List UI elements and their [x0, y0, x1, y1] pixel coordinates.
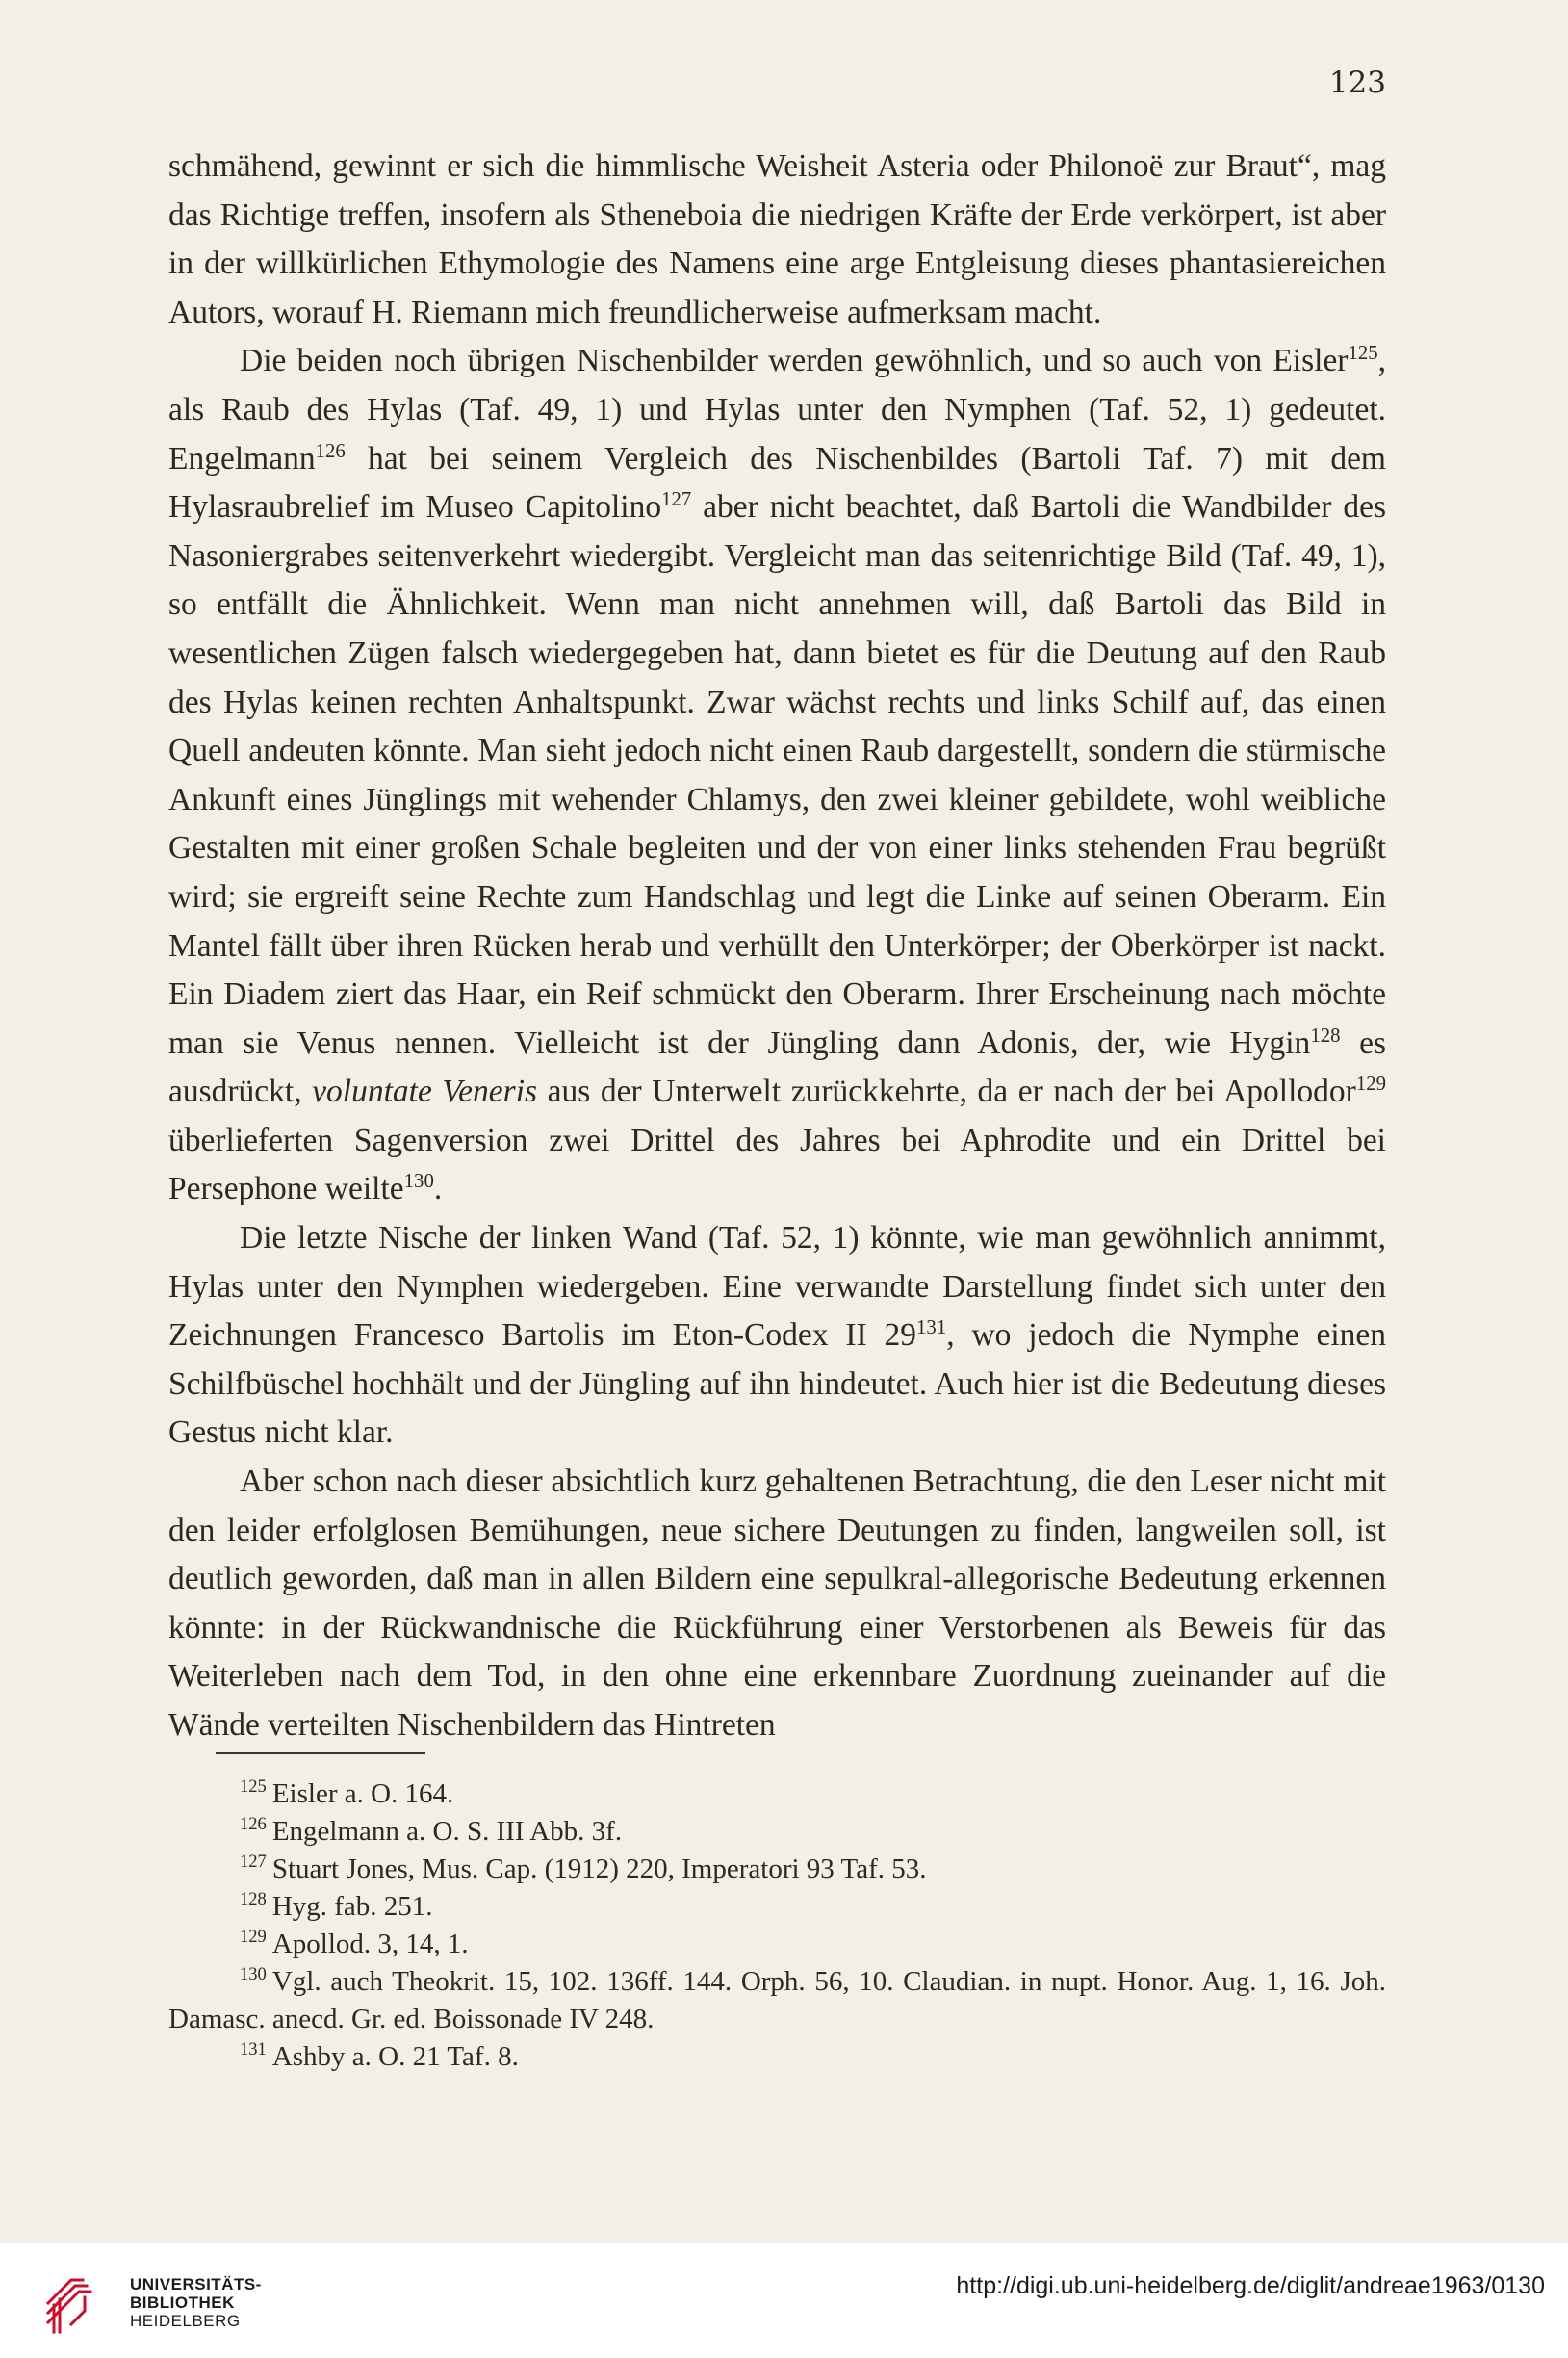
text-run: Die beiden noch übrigen Nischenbilder werden gewöhnlich, und so auch von Eisler: [240, 343, 1349, 379]
footnote-text: Eisler a. O. 164.: [271, 1778, 454, 1809]
footnote-text: Vgl. auch Theokrit. 15, 102. 136ff. 144. Orph. 56, 10. Claudian. in nupt. Honor. Aug. 1, 16. Joh. Damasc. anecd. Gr. ed. Boissonade IV 248.: [168, 1966, 1386, 2034]
footnotes: [168, 1775, 1386, 2076]
footnote-number: 128: [240, 1889, 267, 1910]
footnote-number: 131: [240, 2039, 267, 2060]
footnote: [168, 1851, 1386, 1888]
footnote-reference: 125: [1348, 342, 1378, 365]
text-run: Aber schon nach dieser absichtlich kurz gehaltenen Betrachtung, die den Leser nicht mit den leider erfolglosen Bemühungen, neue sichere Deutungen zu finden, langweilen soll, ist deutlich geworden, daß man in allen Bildern eine sepulkral-allegorische Bedeutung erkennen könnte: in der Rückwandnische die Rückführung einer Verstorbenen als Beweis für das Weiterleben nach dem Tod, in den ohne eine erkennbare Zuordnung zueinander auf die Wände verteilten Nischenbildern das Hintreten: [168, 1464, 1386, 1743]
footnote: [168, 1926, 1386, 1963]
footnote-reference: 129: [1355, 1073, 1386, 1096]
text-run: aber nicht beachtet, daß Bartoli die Wandbilder des Nasoniergrabes seitenverkehrt wiedergibt. Vergleicht man das seitenrichtige Bild (Taf. 49, 1), so entfällt die Ähnlichkeit. Wenn man nicht annehmen will, daß Bartoli das Bild in wesentlichen Zügen falsch wiedergegeben hat, dann bietet es für die Deutung auf den Raub des Hylas keinen rechten Anhaltspunkt. Zwar wächst rechts und links Schilf auf, das einen Quell andeuten könnte. Man sieht jedoch nicht einen Raub dargestellt, sondern die stürmische Ankunft eines Jünglings mit wehender Chlamys, den zwei kleiner gebildete, wohl weibliche Gestalten mit einer großen Schale begleiten und der von einer links stehenden Frau begrüßt wird; sie ergreift seine Rechte zum Handschlag und legt die Linke auf seinen Oberarm. Ein Mantel fällt über ihren Rücken herab und verhüllt den Unterkörper; der Oberkörper ist nackt. Ein Diadem ziert das Haar, ein Reif schmückt den Oberarm. Ihrer Erscheinung nach möchte man sie Venus nennen. Vielleicht ist der Jüngling dann Adonis, der, wie Hygin: [168, 489, 1386, 1061]
text-run: .: [433, 1171, 443, 1207]
footnote: [168, 1813, 1386, 1851]
footnote-number: 125: [240, 1776, 267, 1798]
footnote-number: 126: [240, 1814, 267, 1835]
italic-text: voluntate Veneris: [312, 1074, 538, 1110]
text-run: , als Raub des Hylas (Taf. 49, 1) und Hylas unter den Nymphen (Taf. 52, 1) gedeutet. Engelmann: [168, 343, 1386, 477]
footnote-number: 127: [240, 1852, 267, 1873]
footnote-text: Stuart Jones, Mus. Cap. (1912) 220, Imperatori 93 Taf. 53.: [271, 1853, 927, 1884]
footnote-text: Ashby a. O. 21 Taf. 8.: [271, 2041, 519, 2072]
footnote-reference: 127: [661, 488, 692, 510]
footnote-divider: [216, 1752, 425, 1754]
library-logo-icon: [39, 2263, 116, 2340]
footnote: [168, 1775, 1386, 1813]
text-run: hat bei seinem Vergleich des Nischenbildes (Bartoli Taf. 7) mit dem Hylasraubrelief im Museo Capitolino: [168, 440, 1386, 526]
page-number: 123: [1328, 65, 1386, 100]
source-url-link[interactable]: http://digi.ub.uni-heidelberg.de/diglit/andreae1963/0130: [956, 2272, 1545, 2299]
footnote-text: Hyg. fab. 251.: [271, 1891, 433, 1922]
text-run: überlieferten Sagenversion zwei Drittel des Jahres bei Aphrodite und ein Drittel bei Persephone weilte: [168, 1122, 1386, 1207]
paragraph: [168, 1214, 1386, 1458]
footnote-reference: 126: [315, 439, 346, 462]
footnote-reference: 130: [403, 1170, 434, 1193]
paragraph: [168, 337, 1386, 1214]
footnote: [168, 1888, 1386, 1926]
footer-bar: [0, 2243, 1568, 2358]
library-name-line-2: BIBLIOTHEK: [130, 2293, 235, 2312]
paragraph: [168, 1458, 1386, 1750]
library-name-line-3: HEIDELBERG: [130, 2312, 241, 2330]
text-run: es ausdrückt,: [168, 1024, 1386, 1110]
footnote-text: Engelmann a. O. S. III Abb. 3f.: [271, 1816, 623, 1847]
body-text: [168, 143, 1386, 1750]
footnote-reference: 131: [916, 1316, 947, 1339]
library-name: [130, 2275, 262, 2330]
library-name-line-1: UNIVERSITÄTS-: [130, 2275, 262, 2293]
text-run: aus der Unterwelt zurückkehrte, da er nach der bei Apollodor: [537, 1074, 1356, 1110]
text-run: , wo jedoch die Nymphe einen Schilfbüschel hochhält und der Jüngling auf ihn hindeutet. Auch hier ist die Bedeutung dieses Gestus nicht klar.: [168, 1317, 1387, 1451]
paragraph: [168, 143, 1386, 337]
footnote: [168, 1963, 1386, 2038]
footnote: [168, 2038, 1386, 2076]
text-run: Die letzte Nische der linken Wand (Taf. 52, 1) könnte, wie man gewöhnlich annimmt, Hylas unter den Nymphen wiedergeben. Eine verwandte Darstellung findet sich unter den Zeichnungen Francesco Bartolis im Eton-Codex II 29: [168, 1220, 1386, 1354]
footnote-reference: 128: [1310, 1024, 1341, 1047]
text-run: schmähend, gewinnt er sich die himmlische Weisheit Asteria oder Philonoë zur Braut“, mag das Richtige treffen, insofern als Stheneboia die niedrigen Kräfte der Erde verkörpert, ist aber in der willkürlichen Ethymologie des Namens eine arge Entgleisung dieses phantasiereichen Autors, worauf H. Riemann mich freundlicherweise aufmerksam macht.: [168, 148, 1386, 330]
footnote-text: Apollod. 3, 14, 1.: [271, 1929, 469, 1959]
footnote-number: 130: [240, 1964, 267, 1985]
footnote-number: 129: [240, 1927, 267, 1948]
